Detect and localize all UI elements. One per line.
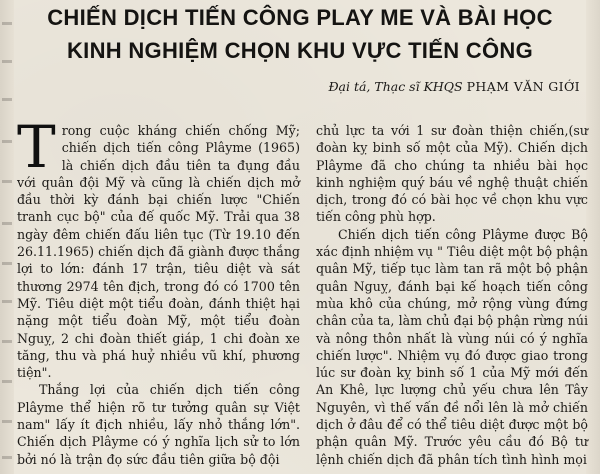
byline xyxy=(328,79,580,94)
right-paragraph-1: chủ lực ta với 1 sư đoàn thiện chiến,(sư đoàn kỵ binh số một của Mỹ). Chiến dịch Plâyme đã cho chúng ta nhiều bài học kinh nghiệm quý báu về nghệ thuật chiến dịch, trong đó có bài học về chọn khu vực tiến công phù hợp. xyxy=(316,123,588,225)
left-paragraph-1-text: rong cuộc kháng chiến chống Mỹ; chiến dịch tiến công Plâyme (1965) là chiến dịch đầu tiên ta đụng đầu với quân đội Mỹ và cũng là chiến dịch mở đầu thời kỳ đánh bại chiến lược "Chiến tranh cục bộ" của đế quốc Mỹ. Trải qua 38 ngày đêm chiến đấu liên tục (Từ 19.10 đến 26.11.1965) chiến dịch đã giành được thắng lợi to lớn: đánh 17 trận, tiêu diệt và sát thương 2974 tên địch, trong đó có 1700 tên Mỹ. Tiêu diệt một tiểu đoàn, đánh thiệt hại nặng một tiểu đoàn Mỹ, một tiểu đoàn Nguỵ, 2 chi đoàn thiết giáp, 1 chi đoàn xe tăng, thu và phá huỷ nhiều vũ khí, phương tiện". xyxy=(17,123,300,381)
article-title-line-2: KINH NGHIỆM CHỌN KHU VỰC TIẾN CÔNG xyxy=(66,38,533,63)
author-name: PHẠM VĂN GIỚI xyxy=(466,79,580,94)
left-paragraph-1 xyxy=(17,113,300,381)
right-column xyxy=(316,122,588,468)
right-page-edge xyxy=(586,0,600,474)
drop-cap: T xyxy=(17,113,56,181)
article-title-line-1: CHIẾN DỊCH TIẾN CÔNG PLAY ME VÀ BÀI HỌC xyxy=(47,5,553,30)
right-paragraph-2: Chiến dịch tiến công Plâyme được Bộ xác định nhiệm vụ " Tiêu diệt một bộ phận quân Mỹ, tiếp tục làm tan rã một bộ phận quân Nguỵ, đánh bại kế hoạch tiến công mùa khô của chúng, mở rộng vùng đứng chân của ta, làm chủ đại bộ phận rừng núi và nông thôn nhất là vùng núi có ý nghĩa chiến lược". Nhiệm vụ đó được giao trong lúc sư đoàn kỵ binh số 1 của Mỹ mới đến An Khê, lực lượng chủ yếu chưa lên Tây Nguyên, vì thế vấn đề nổi lên là mở chiến dịch ở đâu để có thể tiêu diệt được một bộ phận quân Mỹ. Trước yêu cầu đó Bộ tư lệnh chiến dịch đã phân tích tình hình mọi xyxy=(316,226,588,467)
left-paragraph-2: Thắng lợi của chiến dịch tiến công Plâyme thể hiện rõ tư tưởng quân sự Việt nam" lấy ít địch nhiều, lấy nhỏ thắng lớn". Chiến dịch Plâyme có ý nghĩa lịch sử to lớn bởi nó là trận đọ sức đầu tiên giữa bộ đội xyxy=(17,382,300,467)
author-role: Đại tá, Thạc sĩ KHQS xyxy=(328,79,467,94)
left-page-edge xyxy=(0,0,14,474)
left-column xyxy=(17,113,300,468)
